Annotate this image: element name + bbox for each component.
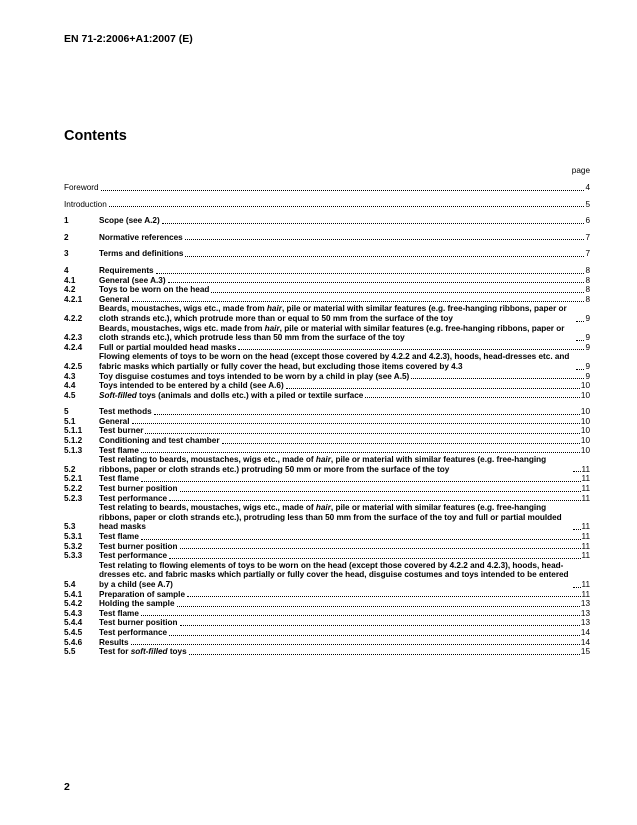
toc-entry-page: 11: [581, 493, 590, 503]
toc-entry-title: Toy disguise costumes and toys intended to be worn by a child in play (see A.5): [99, 371, 410, 381]
toc-entry-page: 11: [581, 532, 590, 541]
toc-entry[interactable]: [64, 343, 590, 353]
toc-leader-dots: [177, 606, 580, 607]
toc-entry-title: Test burner: [99, 426, 144, 436]
toc-leader-dots: [162, 223, 585, 224]
toc-leader-dots: [211, 292, 584, 293]
toc-entry-title: Toys intended to be entered by a child (see A.6): [99, 381, 284, 391]
toc-entry-number: 5.1.1: [64, 426, 83, 436]
toc-entry-title: Full or partial moulded head masks: [99, 342, 237, 352]
toc-entry[interactable]: [64, 590, 590, 600]
toc-leader-dots: [222, 443, 580, 444]
toc-entry-page: 10: [580, 390, 590, 400]
toc-entry-title: Test for soft-filled toys: [99, 647, 187, 657]
toc-entry-number: 5: [64, 407, 69, 417]
toc-entry-page: 11: [581, 474, 590, 484]
toc-leader-dots: [411, 378, 584, 379]
toc-entry[interactable]: [64, 551, 590, 561]
toc-entry[interactable]: [64, 618, 590, 628]
toc-leader-dots: [189, 654, 580, 655]
toc-leader-dots: [573, 529, 581, 530]
toc-entry[interactable]: [64, 276, 590, 286]
document-header: EN 71-2:2006+A1:2007 (E): [64, 33, 193, 45]
toc-entry-number: 2: [64, 232, 69, 242]
toc-entry[interactable]: [64, 542, 590, 552]
toc-entry-page: 8: [585, 275, 590, 285]
toc-entry-title: General: [99, 294, 130, 304]
toc-entry[interactable]: [64, 200, 590, 210]
toc-leader-dots: [187, 596, 581, 597]
toc-entry-page: 10: [580, 436, 590, 446]
toc-entry-title: Preparation of sample: [99, 589, 185, 599]
toc-entry-title: Flowing elements of toys to be worn on the head (except those covered by 4.2.2 and 4.2.3), hoods, head-dresses etc. and fabric masks which partially or fully cover the head, but excluding those items covered by 4.3: [99, 352, 570, 371]
toc-entry-title: Test relating to flowing elements of toys to be worn on the head (except those covered by 4.2.2 and 4.2.3), hoods, head-dresses etc. and fabric masks which partially or fully cover the head, disguise costumes and toys intended to be entered by a child (see A.7): [99, 560, 569, 589]
toc-entry-title: Test methods: [99, 407, 152, 417]
toc-entry-number: 1: [64, 216, 69, 226]
toc-entry-number: 5.1: [64, 416, 76, 426]
toc-entry-number: 4.2.4: [64, 342, 83, 352]
page-column-label: page: [571, 166, 590, 175]
page-number: 2: [64, 781, 70, 793]
toc-entry-page: 11: [581, 579, 590, 589]
toc-entry-page: 9: [585, 333, 590, 343]
toc-leader-dots: [365, 397, 580, 398]
toc-entry[interactable]: [64, 426, 590, 436]
toc-entry-page: 10: [580, 381, 590, 391]
toc-leader-dots: [573, 587, 581, 588]
toc-entry[interactable]: [64, 474, 590, 484]
toc-entry[interactable]: [64, 494, 590, 504]
toc-entry-number: 5.2.1: [64, 474, 83, 484]
toc-leader-dots: [180, 625, 580, 626]
toc-entry-title: Test flame: [99, 445, 139, 455]
toc-entry-page: 5: [585, 199, 590, 209]
toc-entry-number: 5.3.1: [64, 532, 83, 541]
toc-entry-title: Test burner position: [99, 541, 178, 551]
toc-entry-number: 5.4.1: [64, 589, 83, 599]
toc-entry-number: 5.3.2: [64, 541, 83, 551]
toc-entry-page: 11: [581, 589, 590, 599]
toc-entry-page: 11: [581, 484, 590, 494]
toc-entry-page: 10: [580, 407, 590, 417]
toc-leader-dots: [168, 282, 585, 283]
toc-entry[interactable]: [64, 324, 590, 343]
toc-entry-title: General (see A.3): [99, 275, 166, 285]
toc-entry-title: Test burner position: [99, 618, 178, 628]
toc-entry-title: Requirements: [99, 265, 154, 275]
toc-entry-title: Holding the sample: [99, 599, 175, 609]
toc-entry-page: 6: [585, 216, 590, 226]
toc-entry-title: Test relating to beards, moustaches, wigs etc., made of hair, pile or material with similar features (e.g. free-hanging ribbons, paper or cloth strands etc.) protruding 50 mm or more from the surface of the toy: [99, 455, 547, 474]
toc-leader-dots: [169, 635, 580, 636]
toc-entry-page: 10: [580, 426, 590, 436]
toc-entry-title: Foreword: [64, 183, 99, 192]
toc-entry-number: 5.5: [64, 647, 76, 657]
toc-leader-dots: [132, 301, 585, 302]
toc-entry[interactable]: [64, 249, 590, 259]
toc-entry[interactable]: [64, 216, 590, 226]
toc-entry-title: Beards, moustaches, wigs etc., made from hair, pile or material with similar features (e.g. free-hanging ribbons, paper or cloth strands etc.), which protrude more than or equal to 50 mm from the surface of the toy: [99, 304, 567, 323]
toc-leader-dots: [141, 481, 581, 482]
toc-entry[interactable]: [64, 503, 590, 532]
toc-entry[interactable]: [64, 391, 590, 401]
toc-entry-page: 10: [580, 445, 590, 455]
toc-entry-page: 9: [585, 313, 590, 323]
toc-entry-page: 13: [580, 618, 590, 628]
toc-entry[interactable]: [64, 372, 590, 382]
toc-entry-page: 7: [585, 232, 590, 242]
toc-leader-dots: [185, 239, 585, 240]
toc-leader-dots: [185, 256, 584, 257]
toc-entry-number: 4.2: [64, 285, 76, 295]
toc-entry-page: 9: [585, 371, 590, 381]
toc-entry[interactable]: [64, 417, 590, 427]
toc-leader-dots: [156, 273, 585, 274]
toc-entry-page: 10: [580, 416, 590, 426]
toc-entry-page: 11: [581, 464, 590, 474]
toc-entry-number: 5.4.5: [64, 627, 83, 637]
toc-entry-page: 14: [580, 627, 590, 637]
toc-entry-number: 4.1: [64, 275, 76, 285]
toc-entry-number: 5.4.4: [64, 618, 83, 628]
toc-entry-number: 4.2.1: [64, 294, 83, 304]
toc-entry-number: 4.3: [64, 371, 76, 381]
toc-entry[interactable]: [64, 295, 590, 305]
toc-entry[interactable]: [64, 455, 590, 474]
toc-leader-dots: [154, 414, 580, 415]
toc-leader-dots: [180, 491, 581, 492]
toc-entry-title: Beards, moustaches, wigs etc. made from hair, pile or material with similar features (e.g. free-hanging ribbons, paper or cloth strands etc.), which protrude less than 50 mm from the surface of the toy: [99, 323, 565, 343]
toc-entry-page: 7: [585, 249, 590, 259]
toc-entry-title: Test flame: [99, 474, 139, 484]
toc-entry-number: 5.3: [64, 522, 76, 532]
toc-entry-title: Scope (see A.2): [99, 216, 160, 226]
toc-leader-dots: [109, 206, 585, 207]
toc-entry-number: 4: [64, 265, 69, 275]
toc-entry-number: 4.2.2: [64, 313, 83, 323]
toc-entry-title: Soft-filled toys (animals and dolls etc.) with a piled or textile surface: [99, 390, 364, 400]
toc-entry[interactable]: [64, 628, 590, 638]
toc-entry-page: 9: [585, 342, 590, 352]
toc-entry-number: 4.4: [64, 381, 76, 391]
toc-entry-title: Test performance: [99, 627, 168, 637]
toc-entry[interactable]: [64, 609, 590, 619]
toc-entry-number: 5.1.2: [64, 436, 83, 446]
toc-entry-number: 5.2: [64, 464, 76, 474]
toc-entry-number: 5.4: [64, 579, 76, 589]
toc-entry-title: Results: [99, 637, 129, 647]
toc-entry-page: 11: [581, 541, 590, 551]
toc-leader-dots: [576, 321, 584, 322]
toc-entry[interactable]: [64, 446, 590, 456]
toc-entry[interactable]: [64, 304, 590, 323]
toc-entry-title: Normative references: [99, 232, 183, 242]
toc-entry-title: Test relating to beards, moustaches, wigs etc., made of hair, pile or material with similar features (e.g. free-hanging ribbons, paper or cloth strands etc.), protruding less than 50 mm from the surface of the toy and full or partial moulded head masks: [99, 503, 562, 532]
toc-entry-page: 15: [580, 647, 590, 657]
table-of-contents: [64, 183, 590, 657]
toc-entry-number: 3: [64, 249, 69, 259]
toc-entry-number: 5.2.3: [64, 493, 83, 503]
toc-leader-dots: [141, 539, 581, 540]
toc-entry[interactable]: [64, 407, 590, 417]
toc-entry[interactable]: [64, 638, 590, 648]
toc-entry-page: 8: [585, 265, 590, 275]
toc-entry-number: 4.2.3: [64, 333, 83, 343]
page-title: Contents: [64, 128, 127, 144]
toc-entry-number: 4.2.5: [64, 361, 83, 371]
toc-entry-title: Test performance: [99, 551, 168, 561]
toc-entry-title: Toys to be worn on the head: [99, 285, 210, 295]
toc-leader-dots: [576, 369, 584, 370]
toc-entry-page: 4: [585, 183, 590, 192]
toc-entry-number: 5.3.3: [64, 551, 83, 561]
toc-leader-dots: [101, 190, 585, 191]
toc-entry-number: 5.4.3: [64, 608, 83, 618]
toc-entry-page: 11: [581, 551, 590, 561]
toc-entry-title: Test performance: [99, 493, 168, 503]
toc-entry-number: 5.4.2: [64, 599, 83, 609]
toc-entry-title: Introduction: [64, 199, 107, 209]
toc-leader-dots: [169, 558, 580, 559]
toc-entry[interactable]: [64, 647, 590, 657]
toc-entry[interactable]: [64, 484, 590, 494]
toc-entry-page: 13: [580, 608, 590, 618]
toc-entry-number: 5.4.6: [64, 637, 83, 647]
toc-leader-dots: [573, 471, 581, 472]
toc-entry-title: Conditioning and test chamber: [99, 436, 220, 446]
toc-entry[interactable]: [64, 436, 590, 446]
toc-entry-title: Test burner position: [99, 484, 178, 494]
toc-entry-page: 13: [580, 599, 590, 609]
toc-entry[interactable]: [64, 599, 590, 609]
toc-entry-title: Test flame: [99, 608, 139, 618]
toc-leader-dots: [141, 615, 580, 616]
toc-entry-title: Terms and definitions: [99, 249, 184, 259]
toc-entry[interactable]: [64, 381, 590, 391]
toc-entry-number: 5.2.2: [64, 484, 83, 494]
toc-entry-number: 4.5: [64, 390, 76, 400]
toc-entry-page: 14: [580, 637, 590, 647]
toc-entry-page: 11: [581, 522, 590, 532]
toc-leader-dots: [132, 423, 580, 424]
toc-entry[interactable]: [64, 183, 590, 193]
toc-leader-dots: [576, 340, 584, 341]
toc-entry-title: General: [99, 416, 130, 426]
toc-entry[interactable]: [64, 266, 590, 276]
toc-leader-dots: [131, 644, 580, 645]
toc-leader-dots: [286, 388, 580, 389]
toc-entry[interactable]: [64, 285, 590, 295]
toc-entry-number: 5.1.3: [64, 445, 83, 455]
toc-entry[interactable]: [64, 532, 590, 542]
toc-entry-page: 8: [585, 294, 590, 304]
toc-leader-dots: [180, 548, 581, 549]
toc-leader-dots: [238, 349, 584, 350]
toc-entry-title: Test flame: [99, 532, 139, 541]
toc-leader-dots: [169, 500, 580, 501]
toc-entry[interactable]: [64, 233, 590, 243]
toc-entry-page: 8: [585, 285, 590, 295]
toc-entry[interactable]: [64, 352, 590, 371]
toc-entry[interactable]: [64, 561, 590, 590]
toc-leader-dots: [145, 433, 579, 434]
toc-entry-page: 9: [585, 361, 590, 371]
toc-leader-dots: [141, 452, 580, 453]
